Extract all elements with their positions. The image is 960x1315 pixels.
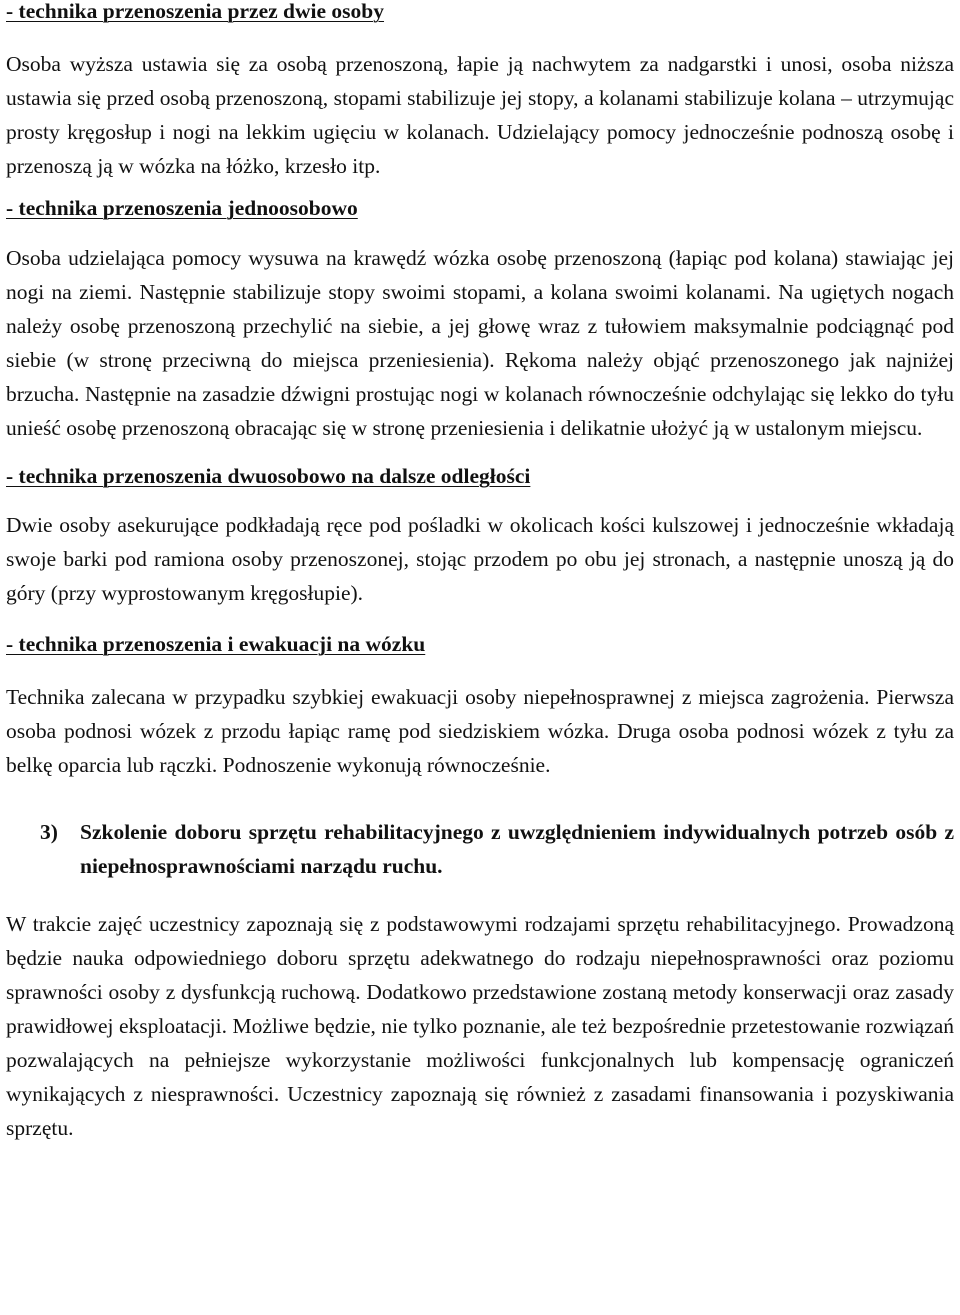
heading-wheelchair-evacuation: - technika przenoszenia i ewakuacji na wózku [6,632,426,656]
paragraph-wheelchair-evacuation: Technika zalecana w przypadku szybkiej ewakuacji osoby niepełnosprawnej z miejsca zagrożenia. Pierwsza osoba podnosi wózek z przodu łapiąc ramę pod siedziskiem wózka. Druga osoba podnosi wózek z tyłu za belkę oparcia lub rączki. Podnoszenie wykonują równocześnie. [6,685,954,777]
section-title: Szkolenie doboru sprzętu rehabilitacyjnego z uwzględnieniem indywidualnych potrzeb osób z niepełnosprawnościami narządu ruchu. [80,820,954,878]
numbered-section-heading [6,815,954,883]
heading-two-person-long-distance: - technika przenoszenia dwuosobowo na dalsze odległości [6,464,531,488]
paragraph-two-person-long-distance: Dwie osoby asekurujące podkładają ręce pod pośladki w okolicach kości kulszowej i jednocześnie wkładają swoje barki pod ramiona osoby przenoszonej, stojąc przodem po obu jej stronach, a następnie unoszą ją do góry (przy wyprostowanym kręgosłupie). [6,513,954,605]
paragraph-equipment-training: W trakcie zajęć uczestnicy zapoznają się z podstawowymi rodzajami sprzętu rehabilitacyjnego. Prowadzoną będzie nauka odpowiedniego doboru sprzętu adekwatnego do rodzaju niepełnosprawności oraz poziomu sprawności osoby z dysfunkcją ruchową. Dodatkowo przedstawione zostaną metody konserwacji oraz zasady prawidłowej eksploatacji. Możliwe będzie, nie tylko poznanie, ale też bezpośrednie przetestowanie rozwiązań pozwalających na pełniejsze wykorzystanie możliwości funkcjonalnych lub kompensację ograniczeń wynikających z niesprawności. Uczestnicy zapoznają się również z zasadami finansowania i pozyskiwania sprzętu. [6,912,954,1140]
heading-two-person-transfer: - technika przenoszenia przez dwie osoby [6,0,385,23]
paragraph-one-person-transfer: Osoba udzielająca pomocy wysuwa na krawędź wózka osobę przenoszoną (łapiąc pod kolana) stawiając jej nogi na ziemi. Następnie stabilizuje stopy swoimi stopami, a kolana swoimi kolanami. Na ugiętych nogach należy osobę przenoszoną przechylić na siebie, a jej głowę wraz z tułowiem maksymalnie podciągnąć pod siebie (w stronę przeciwną do miejsca przeniesienia). Rękoma należy objąć przenoszonego jak najniżej brzucha. Następnie na zasadzie dźwigni prostując nogi w kolanach równocześnie odchylając się lekko do tyłu unieść osobę przenoszoną obracając się w stronę przeniesienia i delikatnie ułożyć ją w ustalonym miejscu. [6,246,954,440]
heading-one-person-transfer: - technika przenoszenia jednoosobowo [6,196,358,220]
document-page [6,0,954,1145]
paragraph-two-person-transfer: Osoba wyższa ustawia się za osobą przenoszoną, łapie ją nachwytem za nadgarstki i unosi, osoba niższa ustawia się przed osobą przenoszoną, stopami stabilizuje jej stopy, a kolanami stabilizuje kolana – utrzymując prosty kręgosłup i nogi na lekkim ugięciu w kolanach. Udzielający pomocy jednocześnie podnoszą osobę i przenoszą ją w wózka na łóżko, krzesło itp. [6,52,954,178]
section-number: 3) [40,820,58,844]
